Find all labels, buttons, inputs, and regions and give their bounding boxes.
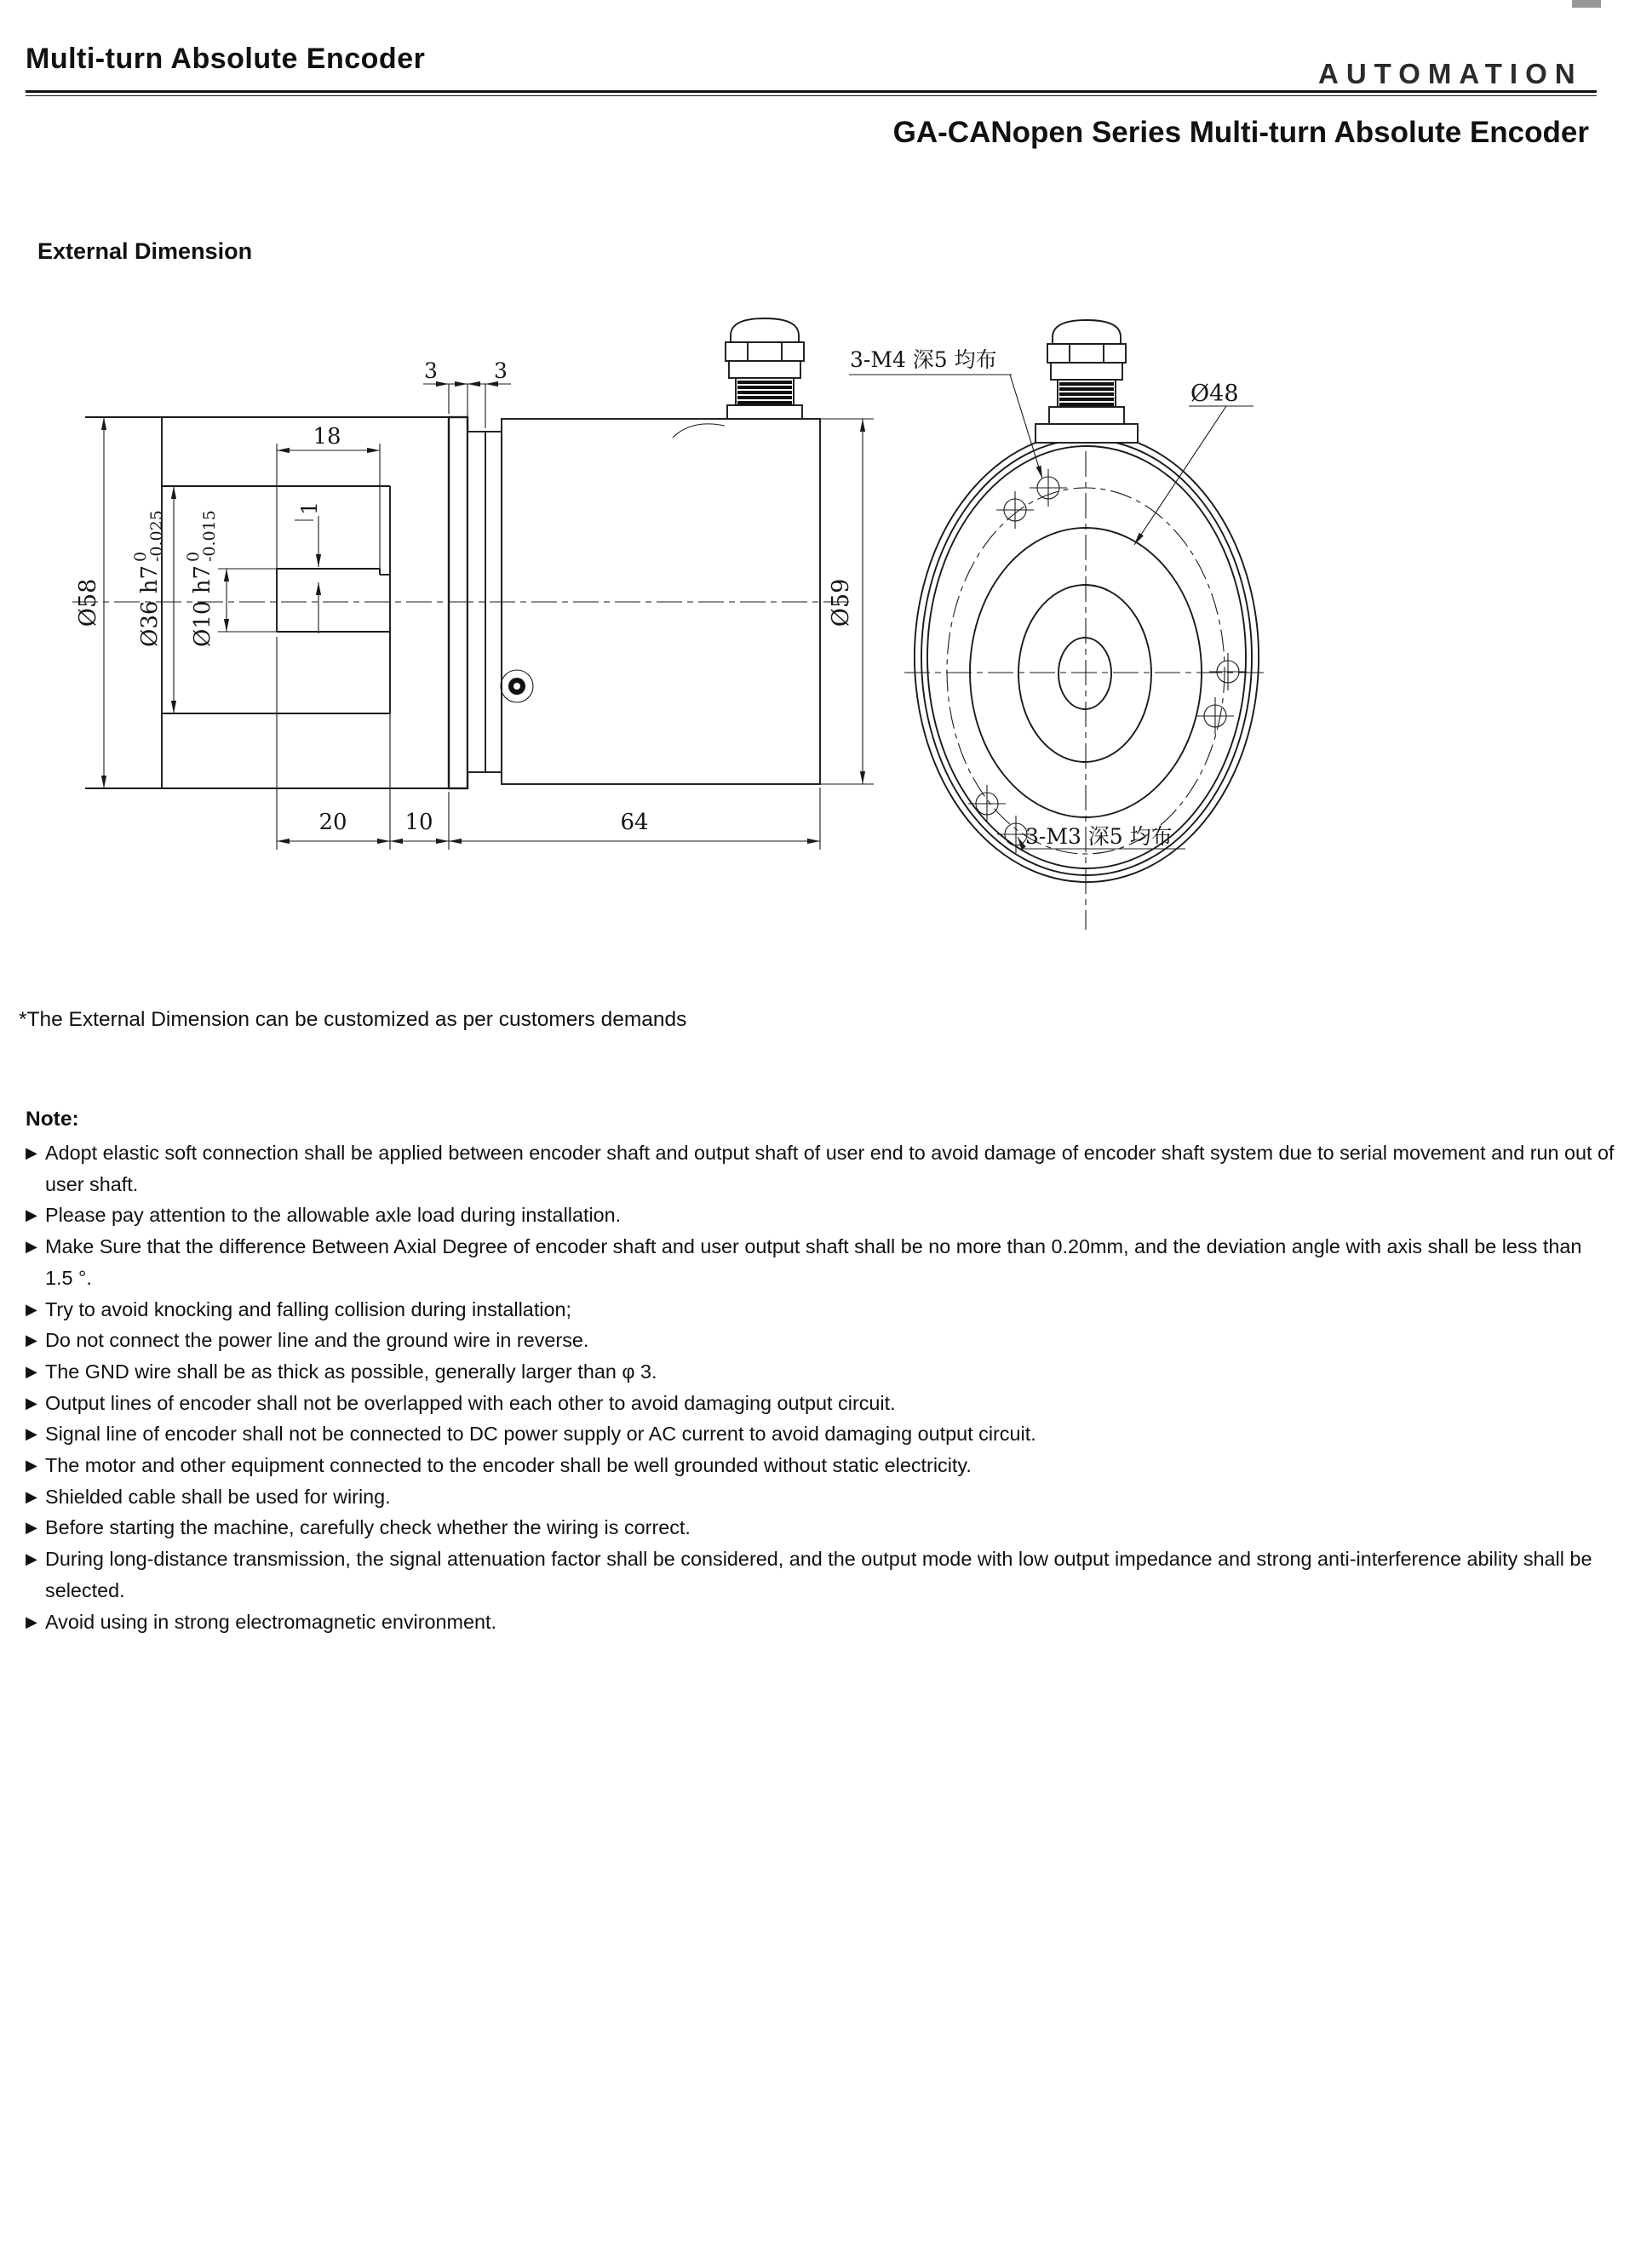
note-text: Output lines of encoder shall not be overlapped with each other to avoid damaging output circuit. xyxy=(45,1391,896,1414)
note-item xyxy=(26,1544,1615,1606)
dimension-drawing xyxy=(0,0,1635,979)
note-text: During long-distance transmission, the signal attenuation factor shall be considered, and the output mode with low output impedance and strong anti-interference ability shall be selected. xyxy=(45,1548,1592,1601)
dim-flat-depth-1: 1 xyxy=(297,501,322,515)
note-text: Do not connect the power line and the ground wire in reverse. xyxy=(45,1329,589,1352)
note-text: Shielded cable shall be used for wiring. xyxy=(45,1485,391,1508)
dim-length-10: 10 xyxy=(404,810,433,835)
bullet-icon: ▶ xyxy=(26,1487,37,1505)
note-heading: Note: xyxy=(26,1108,79,1131)
bullet-icon: ▶ xyxy=(26,1612,37,1630)
svg-text:Ø36 h7: Ø36 h7 xyxy=(137,565,163,647)
bullet-icon: ▶ xyxy=(26,1144,37,1161)
bullet-icon: ▶ xyxy=(26,1425,37,1443)
bullet-icon: ▶ xyxy=(26,1332,37,1349)
note-text: Make Sure that the difference Between Axial Degree of encoder shaft and user output shaft shall be no more than 0.20mm, and the deviation angle with axis shall be less than 1.5 °. xyxy=(45,1235,1582,1289)
series-subtitle: GA-CANopen Series Multi-turn Absolute Encoder xyxy=(892,116,1589,149)
dim-plate-3-right: 3 xyxy=(494,358,508,383)
bullet-icon: ▶ xyxy=(26,1206,37,1224)
notes-list xyxy=(26,1137,1615,1637)
dim-length-20: 20 xyxy=(318,810,347,835)
bullet-icon: ▶ xyxy=(26,1300,37,1318)
note-item xyxy=(26,1481,1615,1513)
label-m3-holes: 3-M3 深5 均布 xyxy=(1025,824,1173,849)
front-view-drawing xyxy=(849,320,1269,930)
note-item xyxy=(26,1512,1615,1544)
section-heading: External Dimension xyxy=(37,238,253,264)
dim-10-tolerance-lower: -0.015 xyxy=(200,510,219,562)
gland-dome-front xyxy=(1053,320,1121,344)
note-text: Before starting the machine, carefully check whether the wiring is correct. xyxy=(45,1516,691,1539)
dim-length-64: 64 xyxy=(620,810,649,835)
mounting-plate-1 xyxy=(449,417,468,788)
svg-text:Ø10 h7: Ø10 h7 xyxy=(190,565,215,647)
cable-gland-side xyxy=(726,318,804,419)
note-item xyxy=(26,1606,1615,1638)
dim-36-tolerance-lower: -0.025 xyxy=(147,510,166,562)
note-text: The GND wire shall be as thick as possible, generally larger than φ 3. xyxy=(45,1360,657,1383)
dim-diameter-36 xyxy=(131,510,166,647)
note-item xyxy=(26,1200,1615,1231)
bullet-icon: ▶ xyxy=(26,1362,37,1380)
dim-diameter-59: Ø59 xyxy=(828,578,854,627)
note-item xyxy=(26,1418,1615,1450)
bullet-icon: ▶ xyxy=(26,1519,37,1537)
note-text: Adopt elastic soft connection shall be applied between encoder shaft and output shaft of user end to avoid damage of encoder shaft system due to serial movement and run out of user shaft. xyxy=(45,1142,1615,1195)
note-item xyxy=(26,1450,1615,1481)
bullet-icon: ▶ xyxy=(26,1550,37,1568)
side-view-drawing xyxy=(72,318,874,850)
note-item xyxy=(26,1294,1615,1326)
bullet-icon: ▶ xyxy=(26,1394,37,1412)
note-item xyxy=(26,1325,1615,1356)
customization-note: *The External Dimension can be customized as per customers demands xyxy=(19,1008,687,1031)
page-title: Multi-turn Absolute Encoder xyxy=(26,43,426,75)
note-item xyxy=(26,1137,1615,1200)
gland-dome xyxy=(731,318,799,342)
dim-10-tolerance-upper: 0 xyxy=(184,551,203,562)
note-item xyxy=(26,1231,1615,1293)
note-text: Please pay attention to the allowable axle load during installation. xyxy=(45,1204,622,1227)
note-item xyxy=(26,1388,1615,1419)
note-text: Signal line of encoder shall not be connected to DC power supply or AC current to avoid damaging output circuit. xyxy=(45,1423,1036,1446)
dim-36-tolerance-upper: 0 xyxy=(131,551,150,562)
bullet-icon: ▶ xyxy=(26,1238,37,1256)
note-item xyxy=(26,1356,1615,1388)
dim-diameter-58: Ø58 xyxy=(75,578,101,627)
bullet-icon: ▶ xyxy=(26,1457,37,1475)
label-m4-holes: 3-M4 深5 均布 xyxy=(850,347,997,372)
label-bolt-circle-48: Ø48 xyxy=(1190,381,1239,407)
dim-plate-3-left: 3 xyxy=(424,358,438,383)
brand-watermark-text: AUTOMATION xyxy=(1318,58,1583,89)
note-text: The motor and other equipment connected to the encoder shall be well grounded without static electricity. xyxy=(45,1454,972,1477)
note-text: Try to avoid knocking and falling collision during installation; xyxy=(45,1297,572,1320)
note-text: Avoid using in strong electromagnetic environment. xyxy=(45,1610,497,1633)
dim-length-18: 18 xyxy=(313,424,341,450)
cable-gland-front xyxy=(1036,320,1138,443)
